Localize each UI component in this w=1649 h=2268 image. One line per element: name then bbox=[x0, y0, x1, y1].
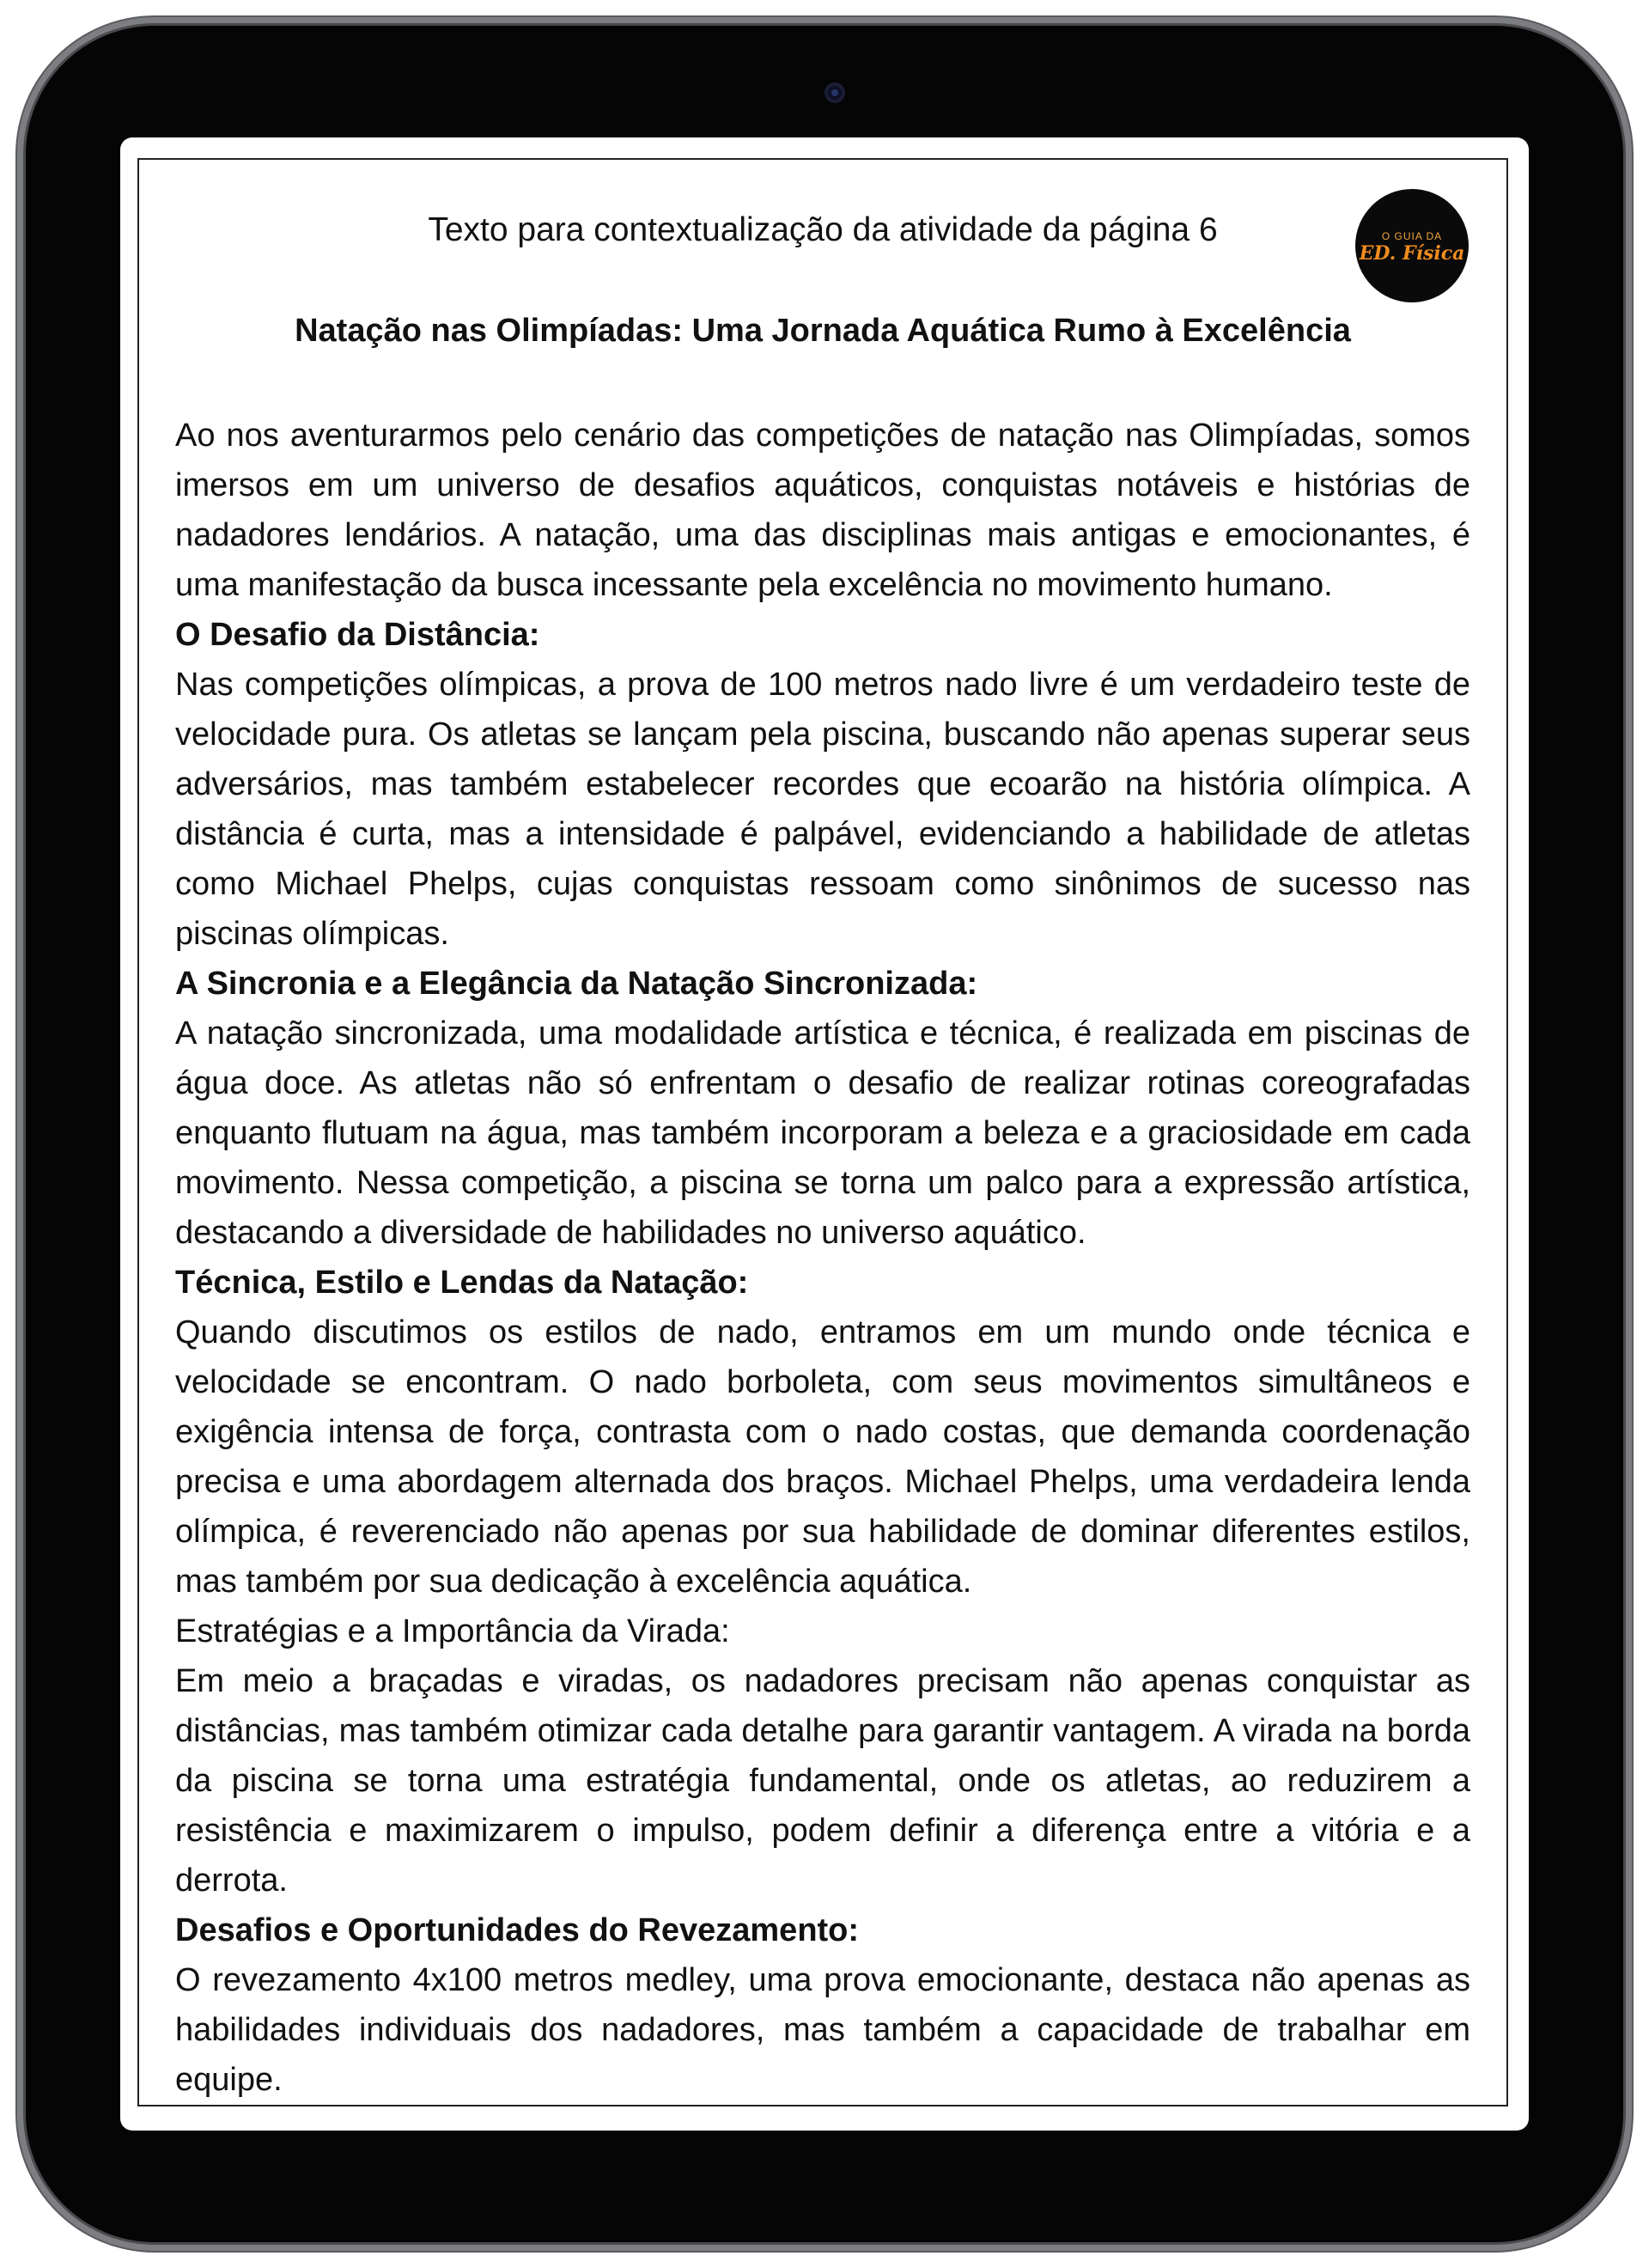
intro-paragraph: Ao nos aventurarmos pelo cenário das competições de natação nas Olimpíadas, somos imersos em um universo de desafios aquáticos, conquistas notáveis e histórias de nadadores lendários. A natação, uma das disciplinas mais antigas e emocionantes, é uma manifestação da busca incessante pela excelência no movimento humano. bbox=[175, 418, 1470, 603]
tablet-frame bbox=[26, 26, 1623, 2242]
brand-logo bbox=[1355, 189, 1469, 302]
section-heading: O Desafio da Distância: bbox=[175, 617, 540, 653]
logo-main-text: ED. Física bbox=[1359, 242, 1465, 265]
section-paragraph: O revezamento 4x100 metros medley, uma prova emocionante, destaca não apenas as habilidades individuais dos nadadores, mas também a capacidade de trabalhar em equipe. bbox=[175, 1962, 1470, 2098]
section-heading: Técnica, Estilo e Lendas da Natação: bbox=[175, 1265, 749, 1301]
section-heading: Estratégias e a Importância da Virada: bbox=[175, 1613, 730, 1649]
section-paragraph: Nas competições olímpicas, a prova de 100 metros nado livre é um verdadeiro teste de velocidade pura. Os atletas se lançam pela piscina, buscando não apenas superar seus adversários, mas também estabelecer recordes que ecoarão na história olímpica. A distância é curta, mas a intensidade é palpável, evidenciando a habilidade de atletas como Michael Phelps, cujas conquistas ressoam como sinônimos de sucesso nas piscinas olímpicas. bbox=[175, 667, 1470, 952]
section-paragraph: Quando discutimos os estilos de nado, entramos em um mundo onde técnica e velocidade se encontram. O nado borboleta, com seus movimentos simultâneos e exigência intensa de força, contrasta com o nado costas, que demanda coordenação precisa e uma abordagem alternada dos braços. Michael Phelps, uma verdadeira lenda olímpica, é reverenciado não apenas por sua habilidade de dominar diferentes estilos, mas também por sua dedicação à excelência aquática. bbox=[175, 1314, 1470, 1600]
section-paragraph: A natação sincronizada, uma modalidade artística e técnica, é realizada em piscinas de água doce. As atletas não só enfrentam o desafio de realizar rotinas coreografadas enquanto flutuam na água, mas também incorporam a beleza e a graciosidade em cada movimento. Nessa competição, a piscina se torna um palco para a expressão artística, destacando a diversidade de habilidades no universo aquático. bbox=[175, 1015, 1470, 1251]
section-paragraph: Em meio a braçadas e viradas, os nadadores precisam não apenas conquistar as distâncias, mas também otimizar cada detalhe para garantir vantagem. A virada na borda da piscina se torna uma estratégia fundamental, onde os atletas, ao reduzirem a resistência e maximizarem o impulso, podem definir a diferença entre a vitória e a derrota. bbox=[175, 1663, 1470, 1899]
document-page bbox=[137, 158, 1508, 2106]
context-line: Texto para contextualização da atividade da página 6 bbox=[428, 211, 1218, 248]
front-camera bbox=[824, 82, 845, 103]
section-heading: A Sincronia e a Elegância da Natação Sincronizada: bbox=[175, 966, 978, 1002]
logo-top-text: O GUIA DA bbox=[1381, 230, 1443, 242]
tablet-screen[interactable] bbox=[120, 137, 1529, 2131]
document-title: Natação nas Olimpíadas: Uma Jornada Aquática Rumo à Excelência bbox=[295, 313, 1351, 349]
section-heading: Desafios e Oportunidades do Revezamento: bbox=[175, 1912, 860, 1948]
document-body bbox=[175, 411, 1470, 2105]
